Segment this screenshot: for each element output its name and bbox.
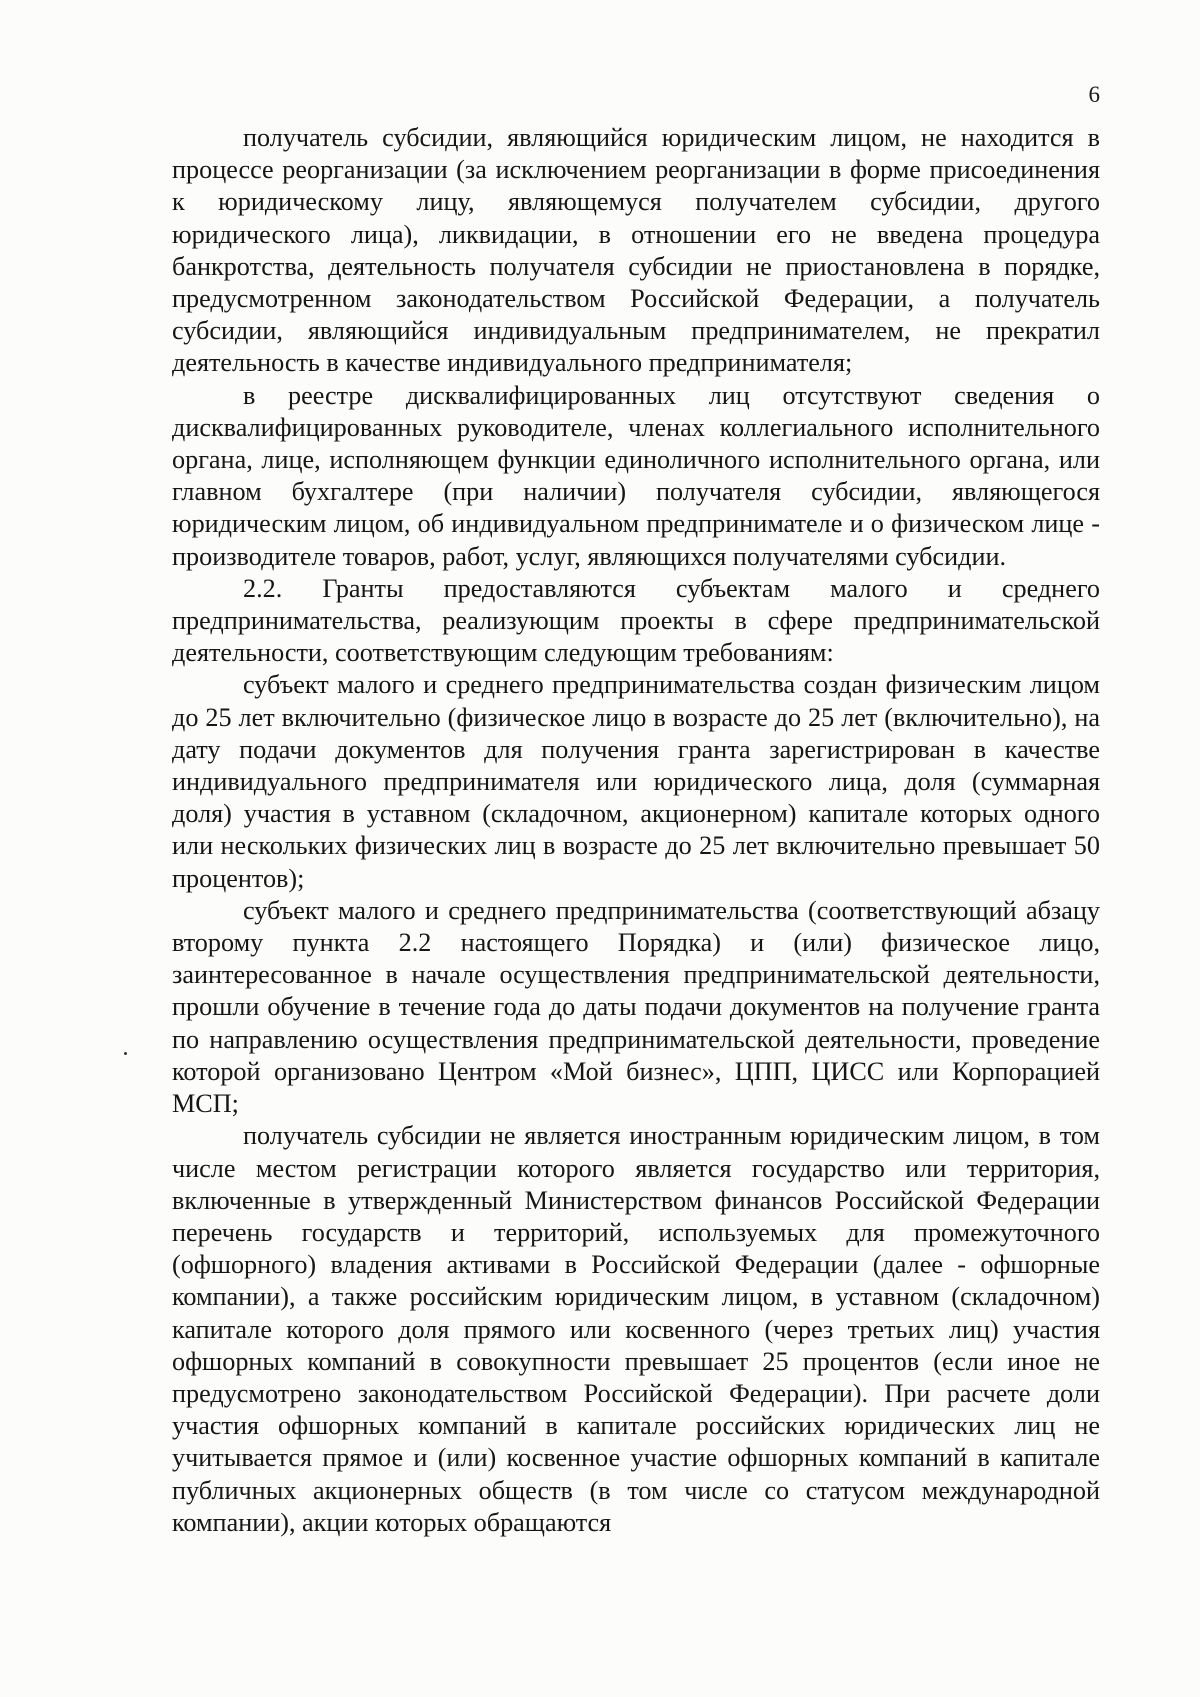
scan-speck	[124, 1052, 127, 1055]
paragraph-reorganization: получатель субсидии, являющийся юридическим лицом, не находится в процессе реорганизации (за исключением реорганизации в форме присоединения к юридическому лицу, являющемуся получателем субсидии, другого юридического лица), ликвидации, в отношении его не введена процедура банкротства, деятельность получателя субсидии не приостановлена в порядке, предусмотренном законодательством Российской Федерации, а получатель субсидии, являющийся индивидуальным предпринимателем, не прекратил деятельность в качестве индивидуального предпринимателя;	[172, 123, 1100, 378]
paragraph-training-requirement: субъект малого и среднего предпринимательства (соответствующий абзацу второму пункта 2.2 настоящего Порядка) и (или) физическое лицо, заинтересованное в начале осуществления предпринимательской деятельности, прошли обучение в течение года до даты подачи документов на получение гранта по направлению осуществления предпринимательской деятельности, проведение которой организовано Центром «Мой бизнес», ЦПП, ЦИСС или Корпорацией МСП;	[172, 895, 1100, 1119]
paragraph-grants-2-2: 2.2. Гранты предоставляются субъектам малого и среднего предпринимательства, реализующим проекты в сфере предпринимательской деятельности, соответствующим следующим требованиям:	[172, 573, 1100, 668]
page-number: 6	[1088, 82, 1100, 107]
paragraph-age-requirement: субъект малого и среднего предпринимательства создан физическим лицом до 25 лет включительно (физическое лицо в возрасте до 25 лет (включительно), на дату подачи документов для получения гранта зарегистрирован в качестве индивидуального предпринимателя или юридического лица, доля (суммарная доля) участия в уставном (складочном, акционерном) капитале которых одного или нескольких физических лиц в возрасте до 25 лет включительно превышает 50 процентов);	[172, 670, 1100, 893]
document-body	[172, 122, 1100, 1539]
paragraph-offshore-requirement: получатель субсидии не является иностранным юридическим лицом, в том числе местом регистрации которого является государство или территория, включенные в утвержденный Министерством финансов Российской Федерации перечень государств и территорий, используемых для промежуточного (офшорного) владения активами в Российской Федерации (далее - офшорные компании), а также российским юридическим лицом, в уставном (складочном) капитале которого доля прямого или косвенного (через третьих лиц) участия офшорных компаний в совокупности превышает 25 процентов (если иное не предусмотрено законодательством Российской Федерации). При расчете доли участия офшорных компаний в капитале российских юридических лиц не учитывается прямое и (или) косвенное участие офшорных компаний в капитале публичных акционерных обществ (в том числе со статусом международной компании), акции которых обращаются	[172, 1121, 1100, 1537]
paragraph-disqualified-persons: в реестре дисквалифицированных лиц отсутствуют сведения о дисквалифицированных руководителе, членах коллегиального исполнительного органа, лице, исполняющем функции единоличного исполнительного органа, или главном бухгалтере (при наличии) получателя субсидии, являющегося юридическим лицом, об индивидуальном предпринимателе и о физическом лице - производителе товаров, работ, услуг, являющихся получателями субсидии.	[172, 380, 1100, 571]
